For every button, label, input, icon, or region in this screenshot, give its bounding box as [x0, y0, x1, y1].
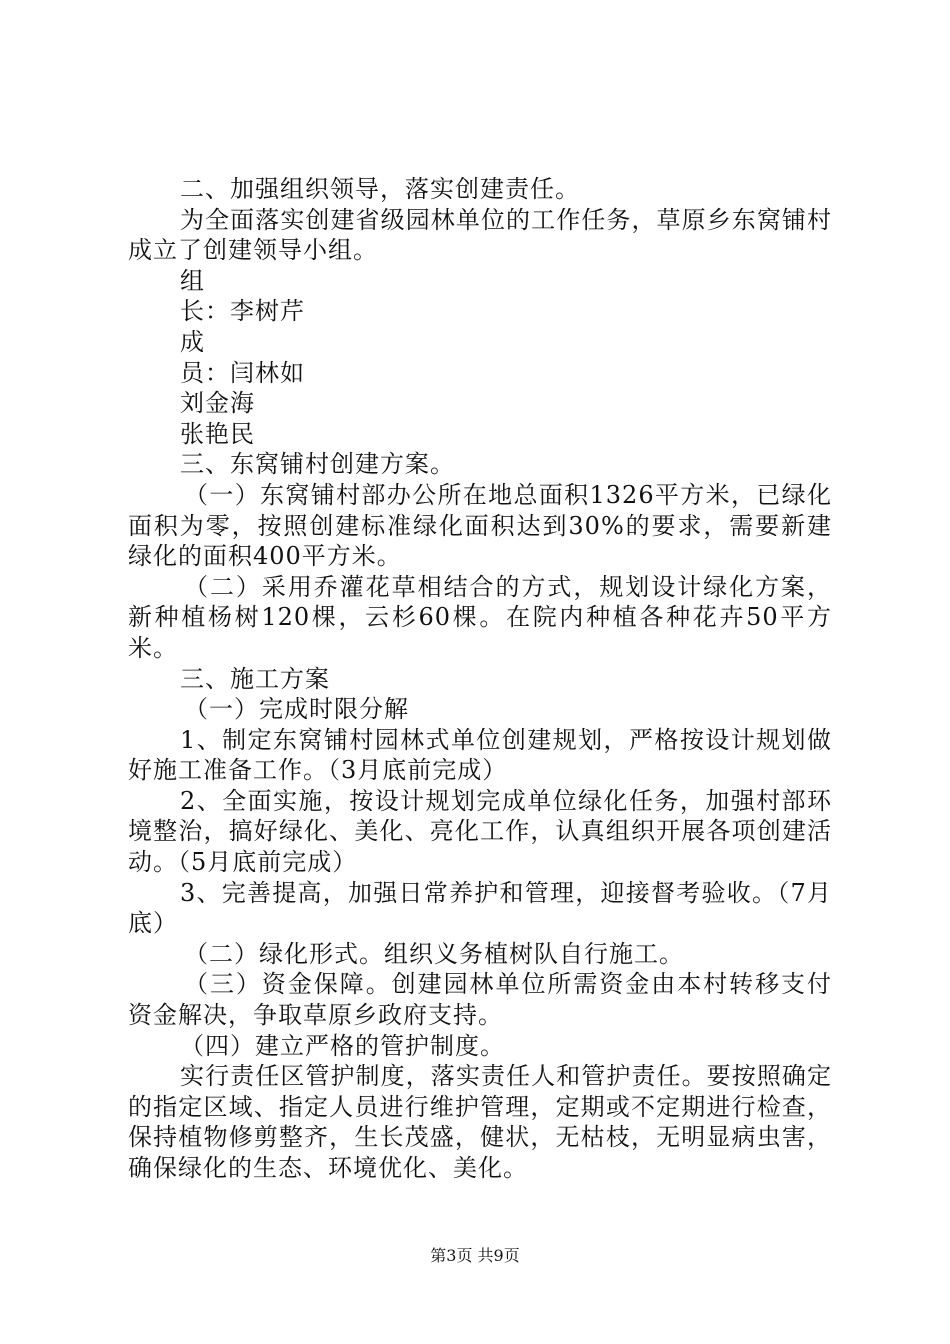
- paragraph: （四）建立严格的管护制度。: [180, 1031, 505, 1060]
- paragraph: 三、施工方案: [180, 664, 330, 693]
- paragraph: 组: [180, 266, 205, 295]
- paragraph: 实行责任区管护制度，落实责任人和管护责任。要按照确定的指定区域、指定人员进行维护管理，定期或不定期进行检查，保持植物修剪整齐，生长茂盛，健状，无枯枝，无明显病虫害，确保绿化的生态、环境优化、美化。: [128, 1062, 832, 1182]
- paragraph: （一）东窝铺村部办公所在地总面积1326平方米，已绿化面积为零，按照创建标准绿化面积达到30%的要求，需要新建绿化的面积400平方米。: [128, 480, 832, 571]
- paragraph: 3、完善提高，加强日常养护和管理，迎接督考验收。（7月底）: [128, 878, 832, 938]
- paragraph: 2、全面实施，按设计规划完成单位绿化任务，加强村部环境整治，搞好绿化、美化、亮化工作，认真组织开展各项创建活动。（5月底前完成）: [128, 786, 832, 877]
- paragraph: 张艳民: [180, 419, 255, 448]
- paragraph: 三、东窝铺村创建方案。: [180, 450, 455, 479]
- document-body: [128, 174, 832, 1184]
- paragraph: 刘金海: [180, 389, 255, 418]
- paragraph: （三）资金保障。创建园林单位所需资金由本村转移支付资金解决，争取草原乡政府支持。: [128, 970, 832, 1030]
- paragraph: 长：李树芹: [180, 297, 305, 326]
- paragraph: （二）采用乔灌花草相结合的方式，规划设计绿化方案，新种植杨树120棵，云杉60棵。在院内种植各种花卉50平方米。: [128, 572, 832, 662]
- page-footer: 第3页 共9页: [430, 1246, 520, 1265]
- paragraph: 1、制定东窝铺村园林式单位创建规划，严格按设计规划做好施工准备工作。（3月底前完成）: [128, 725, 832, 785]
- paragraph: （一）完成时限分解: [184, 695, 409, 724]
- paragraph: 员：闫林如: [180, 358, 305, 387]
- paragraph: 为全面落实创建省级园林单位的工作任务，草原乡东窝铺村成立了创建领导小组。: [128, 205, 832, 265]
- paragraph: 二、加强组织领导，落实创建责任。: [180, 175, 580, 203]
- paragraph: （二）绿化形式。组织义务植树队自行施工。: [184, 939, 684, 968]
- paragraph: 成: [180, 327, 205, 356]
